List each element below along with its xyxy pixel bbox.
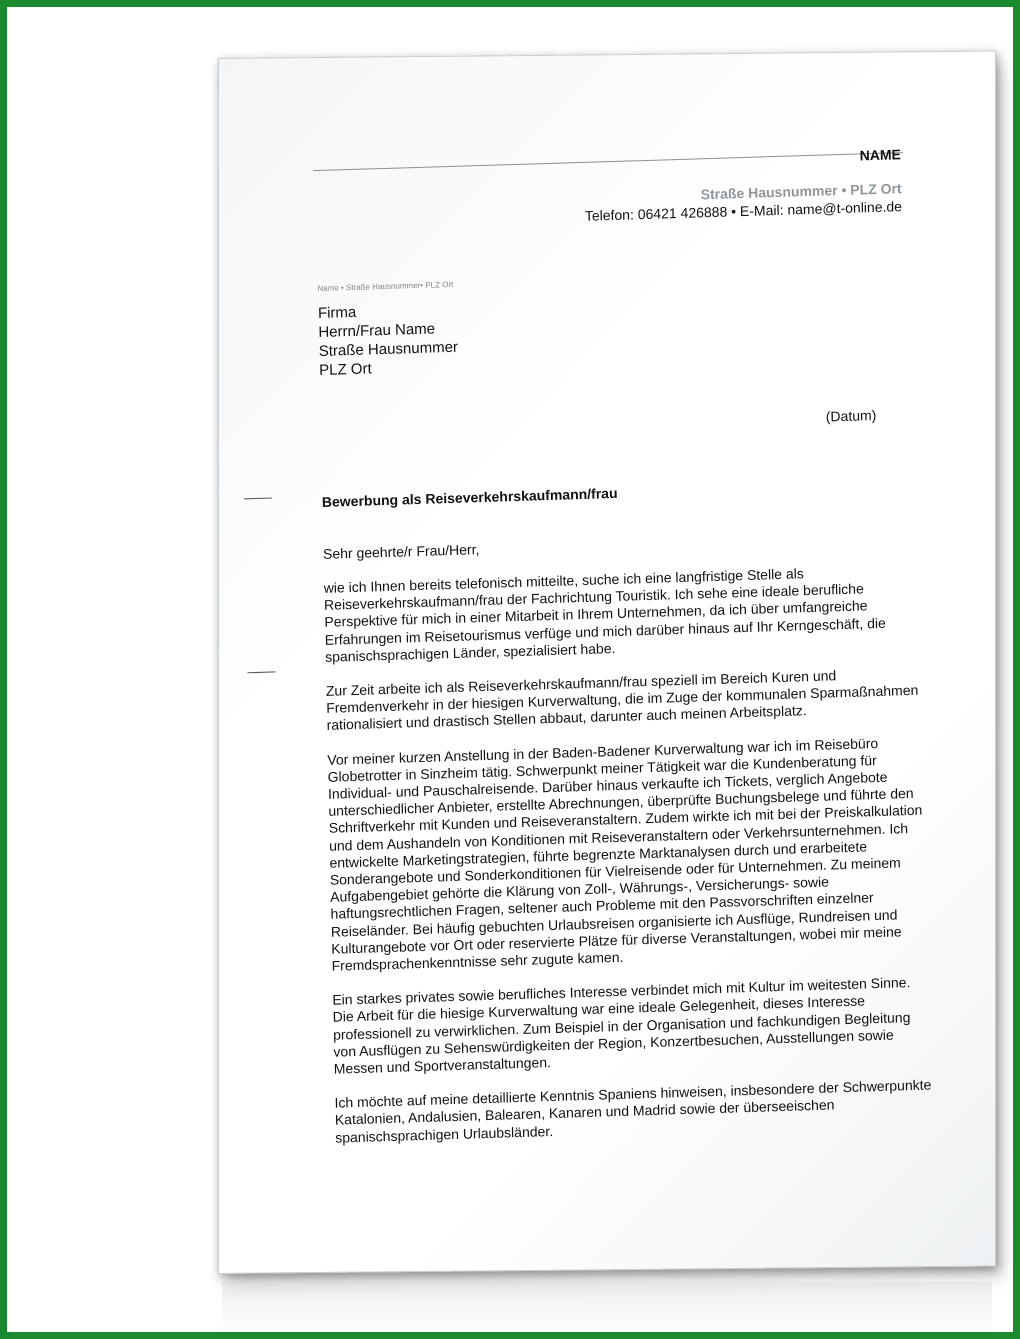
paragraph: Ich möchte auf meine detaillierte Kenntnis Spaniens hinweisen, insbesondere der Schwerpunkte Katalonien, Andalusien, Balearen, Kanaren und Madrid sowie der überseeischen spanischsprachigen Urlaubsländer. xyxy=(334,1076,932,1146)
paragraph: Ein starkes privates sowie berufliches Interesse verbindet mich mit Kultur im weitesten Sinne. Die Arbeit für die hiesige Kurverwaltung war eine ideale Gelegenheit, dieses Interesse professionell zu verwirklichen. Zum Beispiel in der Organisation und fachkundigen Begleitung von Ausflügen zu Sehenswürdigkeiten der Region, Konzertbesuchen, Ausstellungen sowie Messen und Sportveranstaltungen. xyxy=(332,974,911,1077)
paragraph: Vor meiner kurzen Anstellung in der Baden-Badener Kurverwaltung war ich im Reisebüro Globetrotter in Sinzheim tätig. Schwerpunkt meiner Tätigkeit war die Kundenberatung für Individual- und Pauschalreisende. Darüber hinaus verkaufte ich Tickets, verglich Angebote unterschiedlicher Anbieter, erstellte Abrechnungen, überprüfte Buchungsbelege und führte den Schriftverkehr mit Kunden und Reiseveranstaltern. Zudem wirkte ich mit bei der Preiskalkulation und dem Aushandeln von Konditionen mit Reiseveranstaltern oder Verkehrsunternehmen. Ich entwickelte Marketingstrategien, führte begrenzte Marktanalysen durch und erarbeitete Sonderangebote und Sonderkonditionen für Vielreisende oder für Unternehmen. Zu meinem Aufgabengebiet gehörte die Klärung von Zoll-, Währungs-, Versicherungs- sowie haftungsrechtlichen Fragen, seltener auch Probleme mit den Passvorschriften einzelner Reiseländer. Bei häufig gebuchten Urlaubsreisen organisierte ich Ausflüge, Rundreisen und Kulturangebote vor Ort oder reservierte Plätze für diverse Veranstaltungen, wobei mir meine Fremdsprachenkenntnisse sehr zugute kamen. xyxy=(327,734,923,974)
letter-salutation: Sehr geehrte/r Frau/Herr, xyxy=(322,541,480,562)
paragraph: Zur Zeit arbeite ich als Reiseverkehrskaufmann/frau speziell im Bereich Kuren und Fremdenverkehr in der hiesigen Kurverwaltung, die im Zuge der kommunalen Sparmaßnahmen rationalisiert und drastisch Stellen abbaut, darunter auch meinen Arbeitsplatz. xyxy=(325,667,919,734)
letter-date: (Datum) xyxy=(825,407,877,425)
recipient-person: Herrn/Frau Name xyxy=(318,320,436,342)
recipient-city: PLZ Ort xyxy=(318,360,372,380)
sender-address: Straße Hausnummer • PLZ Ort xyxy=(700,180,902,203)
sender-name: NAME xyxy=(859,146,902,164)
sender-contact: Telefon: 06421 426888 • E-Mail: name@t-online.de xyxy=(584,198,903,224)
page-reflection xyxy=(222,1282,992,1332)
letter-content xyxy=(211,38,1012,1275)
letter-subject: Bewerbung als Reiseverkehrskaufmann/frau xyxy=(321,484,618,510)
recipient-street: Straße Hausnummer xyxy=(318,338,459,361)
letter-page xyxy=(218,51,996,1274)
letter-body xyxy=(324,562,936,1164)
fold-mark xyxy=(244,497,272,499)
recipient-company: Firma xyxy=(317,303,357,323)
recipient-block xyxy=(318,300,459,380)
letterhead-divider xyxy=(313,152,903,171)
return-address-line: Name • Straße Hausnummer• PLZ Ort xyxy=(317,279,454,294)
paragraph: wie ich Ihnen bereits telefonisch mitteilte, suche ich eine langfristige Stelle als Reiseverkehrskaufmann/frau der Fachrichtung Touristik. Ich sehe eine ideale berufliche Perspektive für mich in einer Mitarbeit in Ihrem Unternehmen, da ich über umfangreiche Erfahrungen im Reisetourismus verfüge und mich darüber hinaus auf Ihr Kerngeschäft, die spanischsprachigen Länder, spezialisiert habe. xyxy=(323,565,886,665)
punch-mark xyxy=(247,671,275,673)
